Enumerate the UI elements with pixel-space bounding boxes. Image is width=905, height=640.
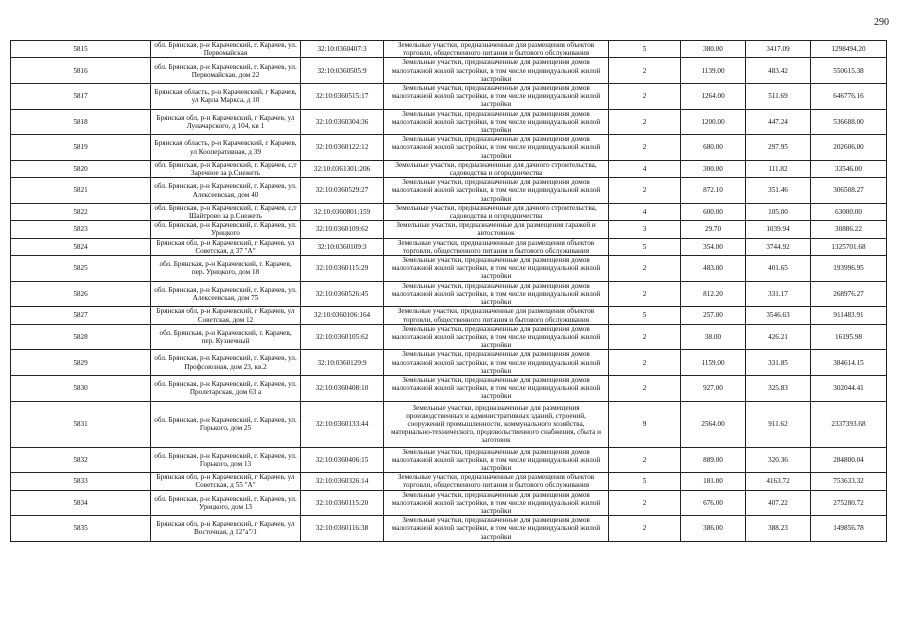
cadastral-value-cell: 550615.38 bbox=[811, 58, 887, 84]
address-cell: обл. Брянская, р-н Карачевский, г. Карачев, с,т Заречное за р.Снежеть bbox=[151, 160, 301, 177]
table-body bbox=[11, 41, 887, 542]
area-cell: 1264.00 bbox=[681, 84, 746, 110]
address-cell: обл. Брянская, р-н Карачевский, г. Карачев, ул. Профсоюзная, дом 23, кв.2 bbox=[151, 350, 301, 376]
cadastral-value-cell: 384614.15 bbox=[811, 350, 887, 376]
table-row bbox=[11, 490, 887, 516]
row-number: 5827 bbox=[11, 307, 151, 324]
group-cell: 2 bbox=[609, 324, 681, 350]
group-cell: 2 bbox=[609, 350, 681, 376]
address-cell: Брянская обл, р-н Карачевский, г Карачев, ул Советская, дом 12 bbox=[151, 307, 301, 324]
cadastral-number-cell: 32:10:0360115:29 bbox=[301, 256, 384, 282]
group-cell: 4 bbox=[609, 203, 681, 220]
cadastral-value-cell: 268976.27 bbox=[811, 281, 887, 307]
group-cell: 5 bbox=[609, 41, 681, 58]
row-number: 5818 bbox=[11, 109, 151, 135]
cadastral-number-cell: 32:10:0360505:9 bbox=[301, 58, 384, 84]
cadastral-number-cell: 32:10:0360109:3 bbox=[301, 238, 384, 255]
cadastral-number-cell: 32:10:0360106:164 bbox=[301, 307, 384, 324]
specific-value-cell: 426.21 bbox=[746, 324, 811, 350]
specific-value-cell: 4163.72 bbox=[746, 473, 811, 490]
row-number: 5835 bbox=[11, 516, 151, 542]
area-cell: 181.00 bbox=[681, 473, 746, 490]
land-use-cell: Земельные участки, предназначенные для размещения объектов торговли, общественного питания и бытового обслуживания bbox=[384, 238, 609, 255]
land-use-cell: Земельные участки, предназначенные для размещения домов малоэтажной жилой застройки, в том числе индивидуальной жилой застройки bbox=[384, 135, 609, 161]
area-cell: 600.00 bbox=[681, 203, 746, 220]
specific-value-cell: 331.17 bbox=[746, 281, 811, 307]
area-cell: 38.00 bbox=[681, 324, 746, 350]
cadastral-number-cell: 32:10:0360408:10 bbox=[301, 375, 384, 401]
cadastral-value-cell: 911483.91 bbox=[811, 307, 887, 324]
group-cell: 2 bbox=[609, 84, 681, 110]
specific-value-cell: 325.83 bbox=[746, 375, 811, 401]
area-cell: 812.20 bbox=[681, 281, 746, 307]
row-number: 5819 bbox=[11, 135, 151, 161]
land-use-cell: Земельные участки, предназначенные для размещения объектов торговли, общественного питания и бытового обслуживания bbox=[384, 41, 609, 58]
table-row bbox=[11, 401, 887, 447]
land-use-cell: Земельные участки, предназначенные для размещения гаражей и автостоянок bbox=[384, 221, 609, 238]
specific-value-cell: 911.62 bbox=[746, 401, 811, 447]
cadastral-value-cell: 202606.00 bbox=[811, 135, 887, 161]
group-cell: 5 bbox=[609, 307, 681, 324]
cadastral-value-cell: 63000.00 bbox=[811, 203, 887, 220]
address-cell: обл. Брянская, р-н Карачевский, г. Карачев, с,т Шайтрово за р.Снежеть bbox=[151, 203, 301, 220]
cadastral-number-cell: 32:10:0360526:45 bbox=[301, 281, 384, 307]
group-cell: 2 bbox=[609, 135, 681, 161]
address-cell: обл. Брянская, р-н Карачевский, г. Карачев, ул. Первомайская bbox=[151, 41, 301, 58]
address-cell: обл. Брянская, р-н Карачевский, г. Карачев, ул. Урицкого, дом 13 bbox=[151, 490, 301, 516]
cadastral-number-cell: 32:10:0360116:38 bbox=[301, 516, 384, 542]
cadastral-value-cell: 193996.95 bbox=[811, 256, 887, 282]
land-use-cell: Земельные участки, предназначенные для размещения объектов торговли, общественного питания и бытового обслуживания bbox=[384, 307, 609, 324]
cadastral-number-cell: 32:10:0360122:12 bbox=[301, 135, 384, 161]
cadastral-number-cell: 32:10:0360105:62 bbox=[301, 324, 384, 350]
row-number: 5828 bbox=[11, 324, 151, 350]
area-cell: 483.00 bbox=[681, 256, 746, 282]
area-cell: 29.70 bbox=[681, 221, 746, 238]
specific-value-cell: 407.22 bbox=[746, 490, 811, 516]
cadastral-number-cell: 32:10:0360304:36 bbox=[301, 109, 384, 135]
land-use-cell: Земельные участки, предназначенные для размещения домов малоэтажной жилой застройки, в том числе индивидуальной жилой застройки bbox=[384, 84, 609, 110]
row-number: 5825 bbox=[11, 256, 151, 282]
cadastral-value-cell: 30886.22 bbox=[811, 221, 887, 238]
specific-value-cell: 3417.09 bbox=[746, 41, 811, 58]
address-cell: обл. Брянская, р-н Карачевский, г. Карачев, пер. Кузнечный bbox=[151, 324, 301, 350]
cadastral-value-cell: 646776.16 bbox=[811, 84, 887, 110]
cadastral-number-cell: 32:10:0360129:9 bbox=[301, 350, 384, 376]
cadastral-value-cell: 1298494.20 bbox=[811, 41, 887, 58]
cadastral-number-cell: 32:10:0360406:15 bbox=[301, 447, 384, 473]
group-cell: 2 bbox=[609, 516, 681, 542]
group-cell: 4 bbox=[609, 160, 681, 177]
table-row bbox=[11, 221, 887, 238]
row-number: 5832 bbox=[11, 447, 151, 473]
row-number: 5826 bbox=[11, 281, 151, 307]
cadastral-value-cell: 1325701.68 bbox=[811, 238, 887, 255]
cadastral-value-cell: 2337393.68 bbox=[811, 401, 887, 447]
cadastral-number-cell: 32:10:0360133:44 bbox=[301, 401, 384, 447]
specific-value-cell: 3546.63 bbox=[746, 307, 811, 324]
address-cell: обл. Брянская, р-н Карачевский, г. Карачев, ул. Пролетарская, дом 63 а bbox=[151, 375, 301, 401]
land-use-cell: Земельные участки, предназначенные для размещения производственных и административных зданий, строений, сооружений промышленности, коммунального хозяйства, материально-технического, продовольственного снабжения, сбыта и заготовок bbox=[384, 401, 609, 447]
cadastral-number-cell: 32:10:0360407:3 bbox=[301, 41, 384, 58]
area-cell: 354.00 bbox=[681, 238, 746, 255]
cadastral-value-cell: 284800.04 bbox=[811, 447, 887, 473]
cadastral-value-cell: 33546.00 bbox=[811, 160, 887, 177]
cadastral-value-table bbox=[10, 40, 887, 542]
specific-value-cell: 511.69 bbox=[746, 84, 811, 110]
table-row bbox=[11, 281, 887, 307]
address-cell: Брянская обл, р-н Карачевский, г Карачев, ул Советская, д 37 "А" bbox=[151, 238, 301, 255]
table-row bbox=[11, 160, 887, 177]
cadastral-value-cell: 16195.98 bbox=[811, 324, 887, 350]
group-cell: 2 bbox=[609, 490, 681, 516]
table-row bbox=[11, 135, 887, 161]
specific-value-cell: 1039.94 bbox=[746, 221, 811, 238]
specific-value-cell: 447.24 bbox=[746, 109, 811, 135]
land-use-cell: Земельные участки, предназначенные для дачного строительства, садоводства и огородничества bbox=[384, 203, 609, 220]
row-number: 5823 bbox=[11, 221, 151, 238]
table-row bbox=[11, 473, 887, 490]
cadastral-number-cell: 32:10:0360515:17 bbox=[301, 84, 384, 110]
address-cell: обл. Брянская, р-н Карачевский, г. Карачев, ул. Алексеевская, дом 40 bbox=[151, 178, 301, 204]
cadastral-number-cell: 32:10:0360529:27 bbox=[301, 178, 384, 204]
specific-value-cell: 351.46 bbox=[746, 178, 811, 204]
table-row bbox=[11, 516, 887, 542]
cadastral-value-cell: 753633.32 bbox=[811, 473, 887, 490]
specific-value-cell: 105.00 bbox=[746, 203, 811, 220]
cadastral-number-cell: 32:10:0360801:159 bbox=[301, 203, 384, 220]
land-use-cell: Земельные участки, предназначенные для размещения домов малоэтажной жилой застройки, в том числе индивидуальной жилой застройки bbox=[384, 447, 609, 473]
specific-value-cell: 331.85 bbox=[746, 350, 811, 376]
address-cell: обл. Брянская, р-н Карачевский, г. Карачев, ул. Урицкого bbox=[151, 221, 301, 238]
group-cell: 3 bbox=[609, 221, 681, 238]
row-number: 5833 bbox=[11, 473, 151, 490]
land-use-cell: Земельные участки, предназначенные для размещения объектов торговли, общественного питания и бытового обслуживания bbox=[384, 473, 609, 490]
area-cell: 2564.00 bbox=[681, 401, 746, 447]
area-cell: 257.00 bbox=[681, 307, 746, 324]
address-cell: Брянская обл, р-н Карачевский, г Карачев, ул Восточная, д 12"а"/1 bbox=[151, 516, 301, 542]
area-cell: 676.00 bbox=[681, 490, 746, 516]
cadastral-number-cell: 32:10:0360109:62 bbox=[301, 221, 384, 238]
page-number: 290 bbox=[874, 17, 889, 28]
area-cell: 889.00 bbox=[681, 447, 746, 473]
table-row bbox=[11, 447, 887, 473]
address-cell: обл. Брянская, р-н Карачевский, г. Карачев, пер. Урицкого, дом 18 bbox=[151, 256, 301, 282]
row-number: 5824 bbox=[11, 238, 151, 255]
area-cell: 1200.00 bbox=[681, 109, 746, 135]
group-cell: 5 bbox=[609, 238, 681, 255]
cadastral-value-cell: 149856.78 bbox=[811, 516, 887, 542]
group-cell: 2 bbox=[609, 447, 681, 473]
cadastral-value-cell: 306508.27 bbox=[811, 178, 887, 204]
row-number: 5831 bbox=[11, 401, 151, 447]
group-cell: 9 bbox=[609, 401, 681, 447]
cadastral-number-cell: 32:10:0360115:20 bbox=[301, 490, 384, 516]
group-cell: 2 bbox=[609, 281, 681, 307]
land-use-cell: Земельные участки, предназначенные для размещения домов малоэтажной жилой застройки, в том числе индивидуальной жилой застройки bbox=[384, 516, 609, 542]
area-cell: 1139.00 bbox=[681, 58, 746, 84]
row-number: 5820 bbox=[11, 160, 151, 177]
row-number: 5829 bbox=[11, 350, 151, 376]
specific-value-cell: 483.42 bbox=[746, 58, 811, 84]
land-use-cell: Земельные участки, предназначенные для размещения домов малоэтажной жилой застройки, в том числе индивидуальной жилой застройки bbox=[384, 375, 609, 401]
area-cell: 380.00 bbox=[681, 41, 746, 58]
specific-value-cell: 401.65 bbox=[746, 256, 811, 282]
group-cell: 2 bbox=[609, 109, 681, 135]
specific-value-cell: 111.82 bbox=[746, 160, 811, 177]
specific-value-cell: 388.23 bbox=[746, 516, 811, 542]
land-use-cell: Земельные участки, предназначенные для размещения домов малоэтажной жилой застройки, в том числе индивидуальной жилой застройки bbox=[384, 256, 609, 282]
row-number: 5815 bbox=[11, 41, 151, 58]
table-row bbox=[11, 109, 887, 135]
address-cell: Брянская область, р-н Карачевский, г Карачев, ул Карла Маркса, д 10 bbox=[151, 84, 301, 110]
row-number: 5817 bbox=[11, 84, 151, 110]
row-number: 5816 bbox=[11, 58, 151, 84]
cadastral-value-cell: 275280.72 bbox=[811, 490, 887, 516]
area-cell: 300.00 bbox=[681, 160, 746, 177]
land-use-cell: Земельные участки, предназначенные для размещения домов малоэтажной жилой застройки, в том числе индивидуальной жилой застройки bbox=[384, 109, 609, 135]
row-number: 5821 bbox=[11, 178, 151, 204]
group-cell: 2 bbox=[609, 178, 681, 204]
land-use-cell: Земельные участки, предназначенные для размещения домов малоэтажной жилой застройки, в том числе индивидуальной жилой застройки bbox=[384, 58, 609, 84]
group-cell: 2 bbox=[609, 375, 681, 401]
table-row bbox=[11, 58, 887, 84]
table-row bbox=[11, 41, 887, 58]
address-cell: обл. Брянская, р-н Карачевский, г. Карачев, ул. Горького, дом 13 bbox=[151, 447, 301, 473]
specific-value-cell: 320.36 bbox=[746, 447, 811, 473]
table-row bbox=[11, 324, 887, 350]
group-cell: 2 bbox=[609, 256, 681, 282]
table-row bbox=[11, 256, 887, 282]
table-row bbox=[11, 203, 887, 220]
land-use-cell: Земельные участки, предназначенные для размещения домов малоэтажной жилой застройки, в том числе индивидуальной жилой застройки bbox=[384, 281, 609, 307]
area-cell: 872.10 bbox=[681, 178, 746, 204]
table-row bbox=[11, 84, 887, 110]
land-use-cell: Земельные участки, предназначенные для дачного строительства, садоводства и огородничества bbox=[384, 160, 609, 177]
land-use-cell: Земельные участки, предназначенные для размещения домов малоэтажной жилой застройки, в том числе индивидуальной жилой застройки bbox=[384, 178, 609, 204]
area-cell: 927.00 bbox=[681, 375, 746, 401]
address-cell: Брянская обл, р-н Карачевский, г Карачев, ул Луначарского, д 104, кв 1 bbox=[151, 109, 301, 135]
land-use-cell: Земельные участки, предназначенные для размещения домов малоэтажной жилой застройки, в том числе индивидуальной жилой застройки bbox=[384, 350, 609, 376]
area-cell: 1159.00 bbox=[681, 350, 746, 376]
table-row bbox=[11, 375, 887, 401]
cadastral-value-cell: 302044.41 bbox=[811, 375, 887, 401]
area-cell: 386.00 bbox=[681, 516, 746, 542]
land-use-cell: Земельные участки, предназначенные для размещения домов малоэтажной жилой застройки, в том числе индивидуальной жилой застройки bbox=[384, 324, 609, 350]
row-number: 5830 bbox=[11, 375, 151, 401]
specific-value-cell: 3744.92 bbox=[746, 238, 811, 255]
table-row bbox=[11, 350, 887, 376]
row-number: 5834 bbox=[11, 490, 151, 516]
group-cell: 5 bbox=[609, 473, 681, 490]
cadastral-value-cell: 536688.00 bbox=[811, 109, 887, 135]
cadastral-number-cell: 32:10:0360326:14 bbox=[301, 473, 384, 490]
address-cell: обл. Брянская, р-н Карачевский, г. Карачев, ул. Алексеевская, дом 75 bbox=[151, 281, 301, 307]
land-use-cell: Земельные участки, предназначенные для размещения домов малоэтажной жилой застройки, в том числе индивидуальной жилой застройки bbox=[384, 490, 609, 516]
address-cell: обл. Брянская, р-н Карачевский, г. Карачев, ул. Первомайская, дом 22 bbox=[151, 58, 301, 84]
address-cell: Брянская обл, р-н Карачевский, г Карачев, ул Советская, д 55 "А" bbox=[151, 473, 301, 490]
address-cell: обл. Брянская, р-н Карачевский, г. Карачев, ул. Горького, дом 25 bbox=[151, 401, 301, 447]
table-row bbox=[11, 178, 887, 204]
row-number: 5822 bbox=[11, 203, 151, 220]
group-cell: 2 bbox=[609, 58, 681, 84]
table-row bbox=[11, 307, 887, 324]
area-cell: 680.00 bbox=[681, 135, 746, 161]
cadastral-number-cell: 32:10:0361301:206 bbox=[301, 160, 384, 177]
address-cell: Брянская область, р-н Карачевский, г Карачев, ул Кооперативная, д 39 bbox=[151, 135, 301, 161]
table-row bbox=[11, 238, 887, 255]
specific-value-cell: 297.95 bbox=[746, 135, 811, 161]
